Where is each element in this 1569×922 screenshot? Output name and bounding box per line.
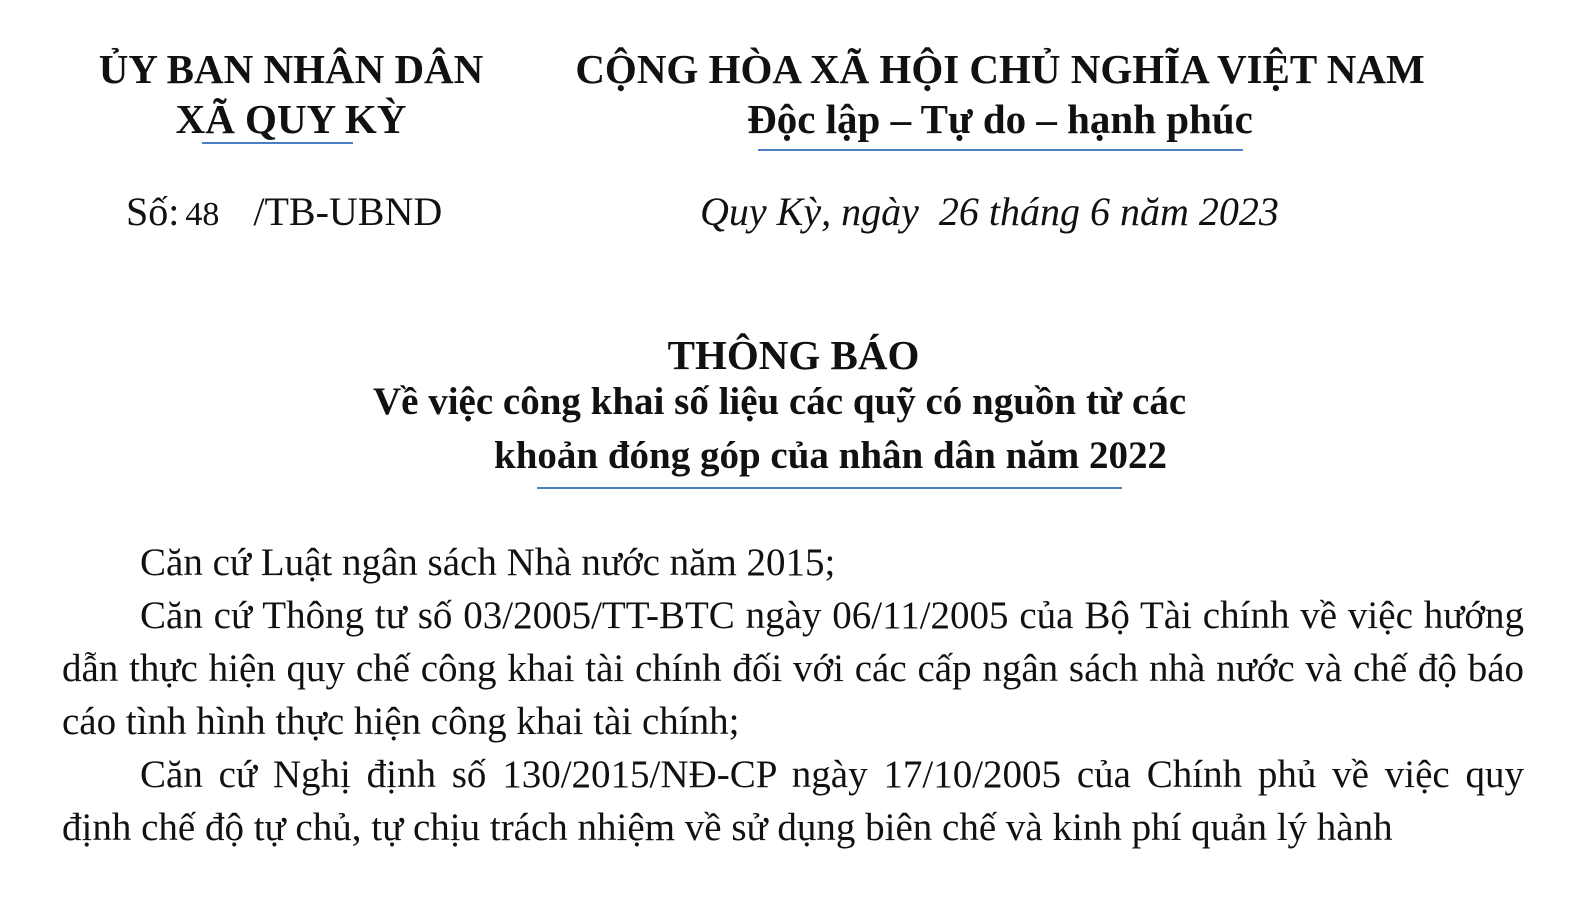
- document-title: THÔNG BÁO: [667, 332, 920, 378]
- document-subtitle-line2: khoản đóng góp của nhân dân năm 2022: [494, 434, 1168, 477]
- document-number-suffix: /TB-UBND: [253, 189, 443, 234]
- body-paragraph-1: Căn cứ Luật ngân sách Nhà nước năm 2015;: [140, 541, 836, 584]
- organization-name: ỦY BAN NHÂN DÂN: [98, 46, 484, 92]
- document-number: [126, 188, 442, 239]
- nation-underline: [758, 149, 1243, 151]
- organization-commune: XÃ QUY KỲ: [175, 96, 407, 142]
- organization-underline: [202, 142, 353, 144]
- title-underline: [537, 487, 1122, 489]
- document-number-prefix: Số:: [126, 189, 180, 234]
- document-date: Quy Kỳ, ngày 26 tháng 6 năm 2023: [700, 189, 1279, 234]
- nation-name: CỘNG HÒA XÃ HỘI CHỦ NGHĨA VIỆT NAM: [575, 46, 1425, 92]
- body-paragraph-2: Căn cứ Thông tư số 03/2005/TT-BTC ngày 06/11/2005 của Bộ Tài chính về việc hướng dẫn thực hiện quy chế công khai tài chính đối với các cấp ngân sách nhà nước và chế độ báo cáo tình hình thực hiện công khai tài chính;: [62, 594, 1524, 743]
- document-number-value: 48: [185, 196, 220, 233]
- body-paragraph-3: Căn cứ Nghị định số 130/2015/NĐ-CP ngày 17/10/2005 của Chính phủ về việc quy định chế độ tự chủ, tự chịu trách nhiệm về sử dụng biên chế và kinh phí quản lý hành: [62, 753, 1524, 849]
- document-subtitle-line1: Về việc công khai số liệu các quỹ có nguồn từ các: [373, 380, 1187, 423]
- document-body: [62, 536, 1524, 854]
- nation-motto: Độc lập – Tự do – hạnh phúc: [747, 96, 1253, 142]
